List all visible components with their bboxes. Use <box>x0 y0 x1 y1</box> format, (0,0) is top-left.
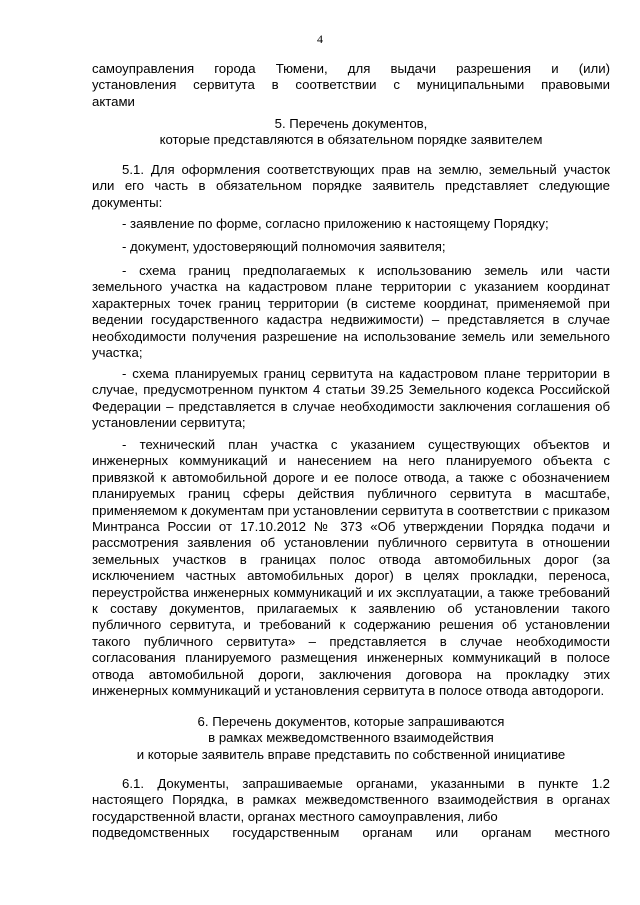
section-5-title-line-2: которые представляются в обязательном порядке заявителем <box>159 132 543 148</box>
section-5-title-line-1: 5. Перечень документов, <box>274 116 428 131</box>
section-6-title <box>92 714 610 763</box>
intro-line-1: самоуправления города Тюмени, для выдачи разрешения и (или) <box>92 61 610 76</box>
section-6-title-line-2: в рамках межведомственного взаимодействия <box>208 730 494 746</box>
list-item-application-form: - заявление по форме, согласно приложению к настоящему Порядку; <box>122 216 549 231</box>
list-item-easement-scheme: - схема планируемых границ сервитута на кадастровом плане территории в случае, предусмотренном пунктом 4 статьи 39.25 Земельного кодекса Российской Федерации – представляется в случае необходимости заключения соглашения об установлении сервитута; <box>92 366 610 431</box>
list-item-authority-document: - документ, удостоверяющий полномочия заявителя; <box>122 239 446 254</box>
list-item-boundary-scheme: - схема границ предполагаемых к использованию земель или части земельного участка на кадастровом плане территории с указанием координат характерных точек границ территории (в системе координат, применяемой при ведении государственного кадастра недвижимости) – представляется в случае необходимости получения разрешение на использование земель или земельного участка; <box>92 263 610 361</box>
intro-line-3: актами <box>92 93 135 109</box>
list-item-technical-plan: - технический план участка с указанием существующих объектов и инженерных коммуникаций и нанесением на него планируемого объекта с привязкой к автомобильной дороге и ее полосе отвода, а также с обозначением планируемых границ сферы действия публичного сервитута в масштабе, применяемом к документам при установлении сервитута в соответствии с приказом Минтранса России от 17.10.2012 № 373 «Об утверждении Порядка подачи и рассмотрения заявления об установлении публичного сервитута в отношении земельных участков в границах полос отвода автомобильных дорог (за исключением частных автомобильных дорог) в целях прокладки, переноса, переустройства инженерных коммуникаций и их эксплуатации, а также требований к составу документов, прилагаемых к заявлению об установлении такого публичного сервитута, и требований к содержанию решения об установлении такого публичного сервитута» – представляется в случае необходимости согласования планируемого размещения инженерных коммуникаций в полосе отвода автомобильной дороги, заключения договора на прокладку этих инженерных коммуникаций и установления сервитута в полосе отвода автодороги. <box>92 437 610 699</box>
paragraph-6-1-last-line: подведомственных государственным органам или органам местного <box>92 825 610 841</box>
page-number: 4 <box>317 32 323 46</box>
paragraph-6-1 <box>92 776 610 842</box>
intro-paragraph <box>92 61 610 110</box>
section-6-title-line-1: 6. Перечень документов, которые запрашиваются <box>197 714 505 729</box>
section-6-title-line-3: и которые заявитель вправе представить по собственной инициативе <box>136 746 566 762</box>
section-5-title <box>92 116 610 149</box>
intro-line-2: установления сервитута в соответствии с муниципальными правовыми <box>92 77 610 93</box>
paragraph-6-1-body: 6.1. Документы, запрашиваемые органами, указанными в пункте 1.2 настоящего Порядка, в рамках межведомственного взаимодействия в органах государственной власти, органах местного самоуправления, либо <box>92 776 610 824</box>
paragraph-5-1: 5.1. Для оформления соответствующих прав на землю, земельный участок или его часть в обязательном порядке заявитель представляет следующие документы: <box>92 162 610 210</box>
